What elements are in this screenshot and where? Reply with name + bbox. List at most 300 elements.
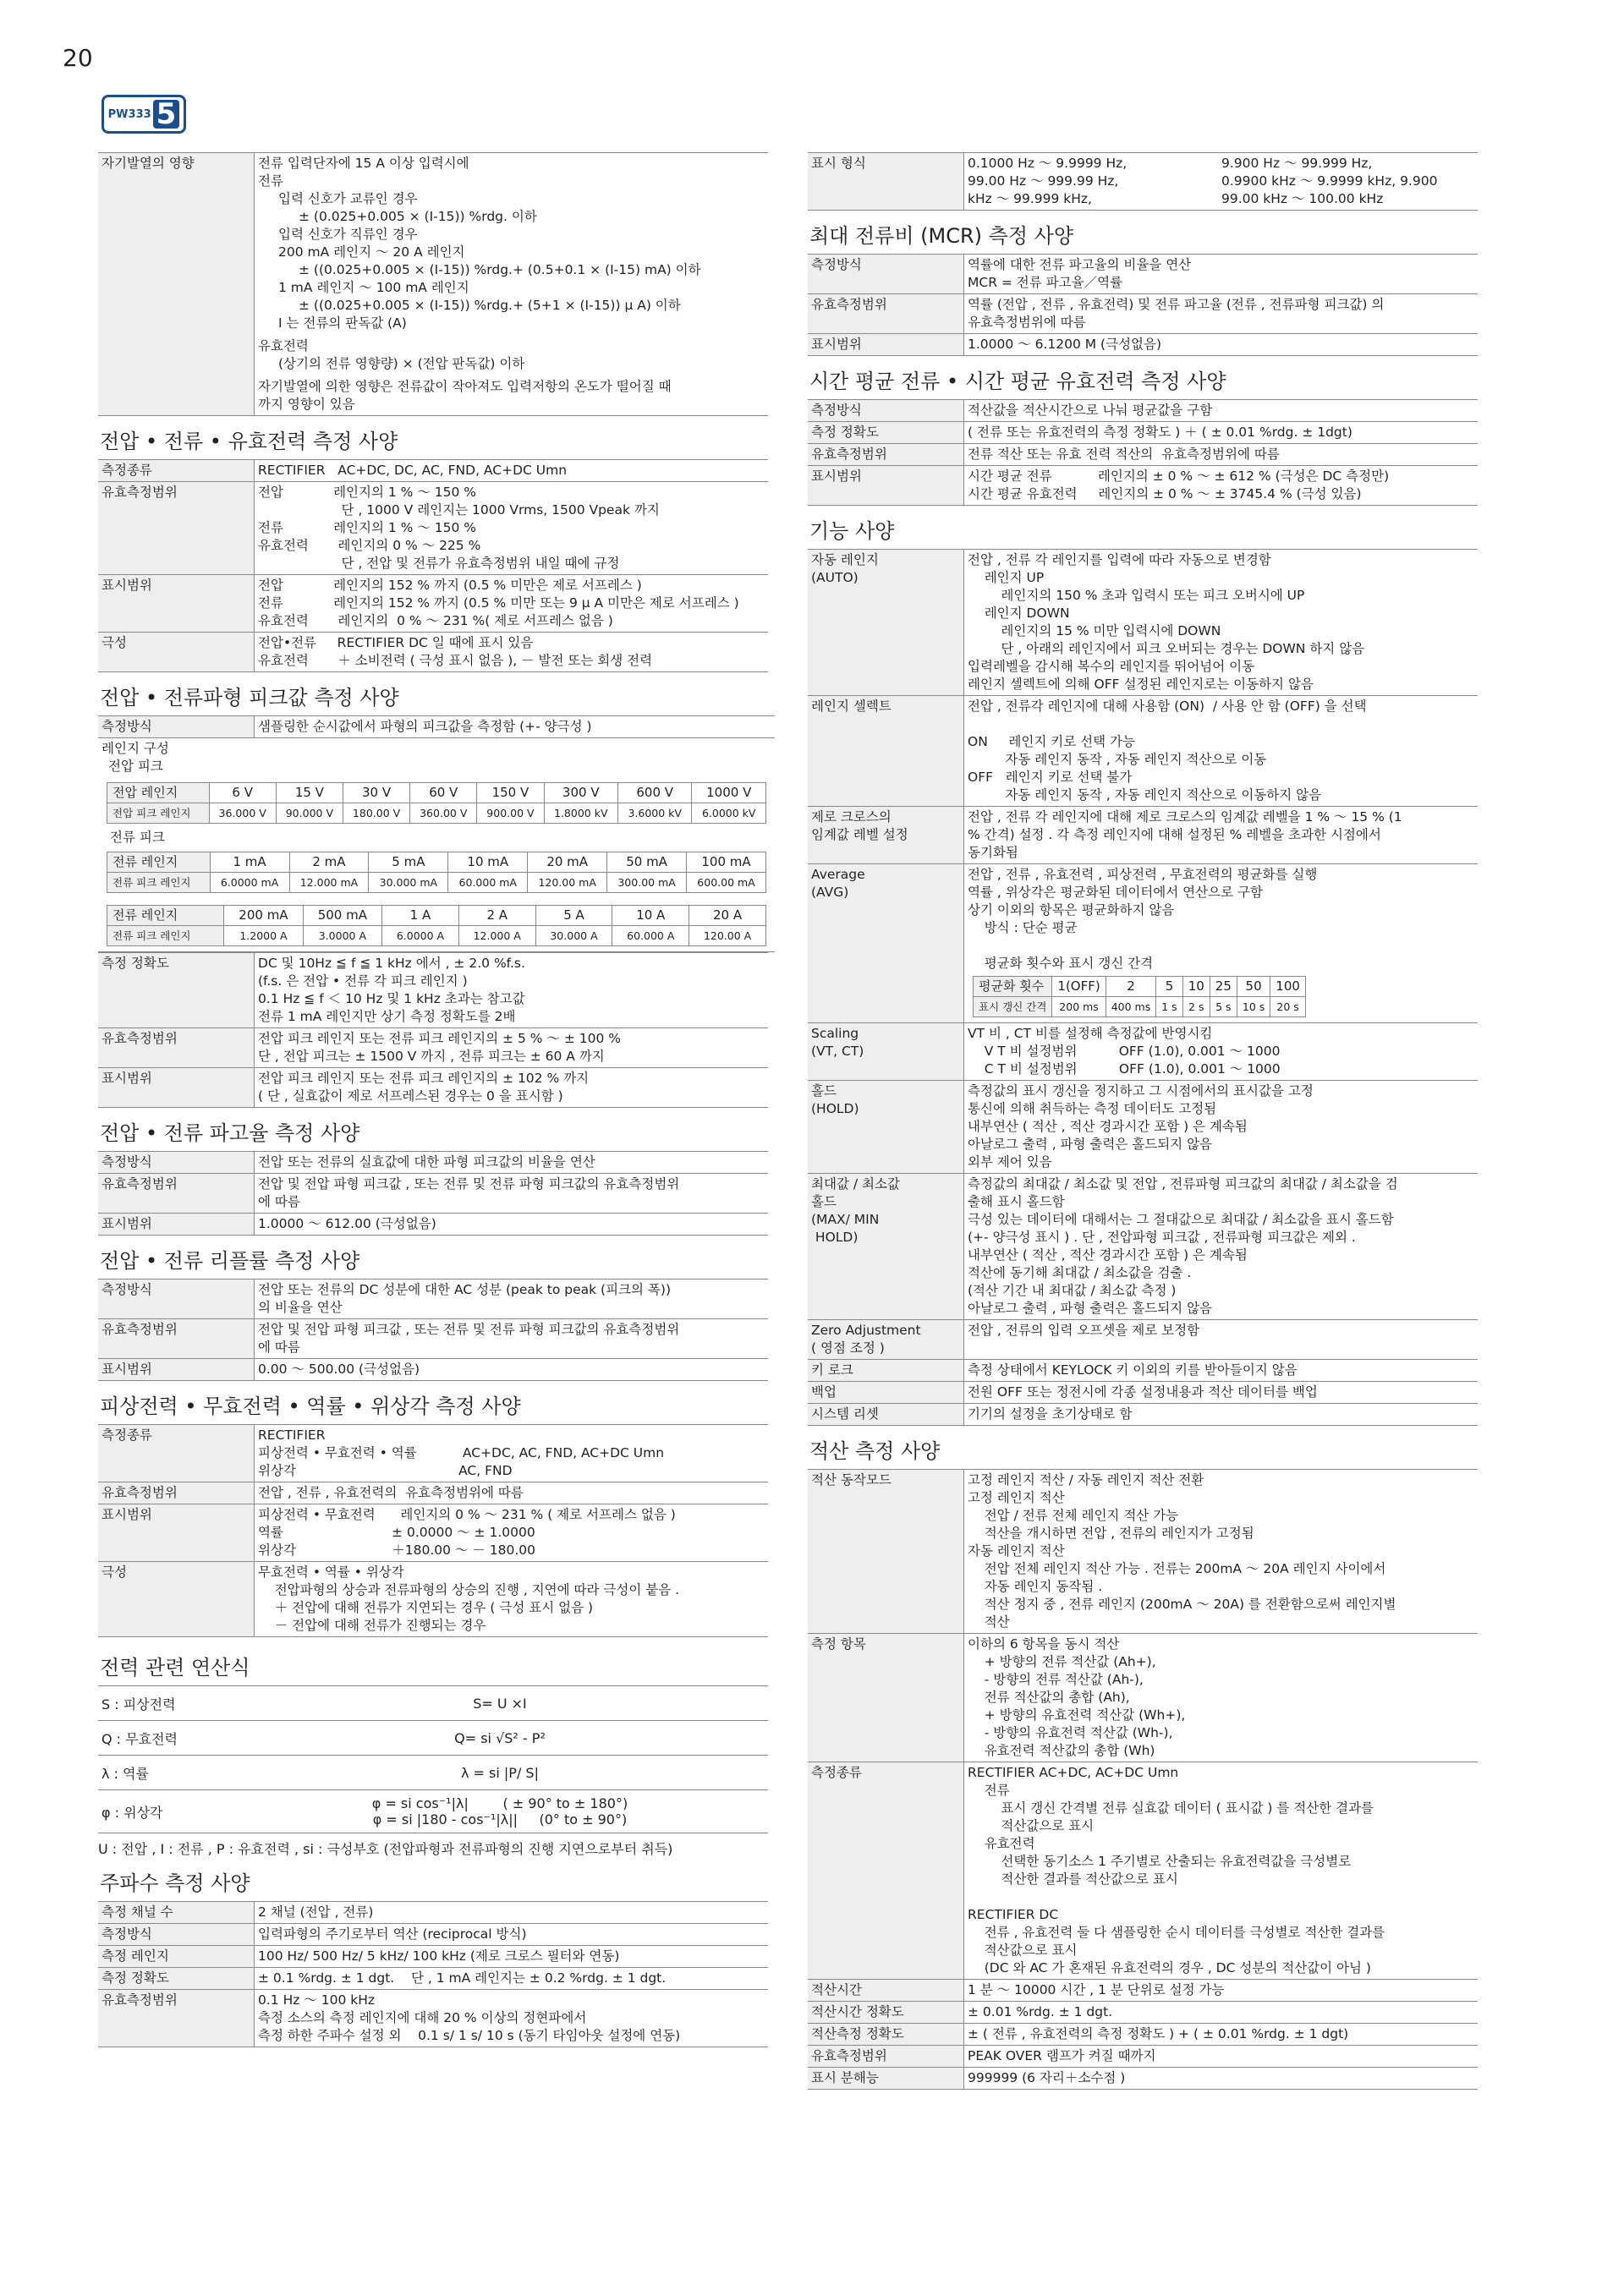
spec-line: (DC 와 AC 가 혼재된 유효전력의 경우 , DC 성분의 적산값이 아님 ) <box>968 1960 1371 1975</box>
spec-key: 측정 정확도 <box>808 422 964 444</box>
display-format-line: 99.00 Hz ～ 999.99 Hz, <box>968 173 1119 189</box>
spec-row <box>98 482 768 575</box>
row-header: 전압 레인지 <box>107 783 210 803</box>
formula-symbol: Q : 무효전력 <box>98 1721 232 1756</box>
spec-key: 유효측정범위 <box>98 482 255 575</box>
section-title: 전압 • 전류 파고율 측정 사양 <box>100 1121 360 1145</box>
peak-cell: 360.00 V <box>410 803 477 824</box>
spec-line: 전원 OFF 또는 정전시에 각종 설정내용과 적산 데이터를 백업 <box>968 1384 1318 1400</box>
spec-value <box>964 1762 1479 1980</box>
spec-key: 표시 형식 <box>808 153 964 211</box>
spec-line: 상기 이외의 항목은 평균화하지 않음 <box>968 902 1175 918</box>
spec-line: RECTIFIER AC+DC, AC+DC Umn <box>968 1765 1179 1780</box>
spec-key: 유효측정범위 <box>98 1990 255 2047</box>
spec-key: 측정 정확도 <box>98 953 255 1028</box>
spec-line: 출해 표시 홀드함 <box>968 1194 1065 1209</box>
spec-value <box>255 1562 769 1637</box>
spec-line: 아날로그 출력 , 파형 출력은 홀드되지 않음 <box>968 1137 1213 1152</box>
spec-line: ( 전류 또는 유효전력의 측정 정확도 ) ＋ ( ± 0.01 %rdg. ± 1dgt) <box>968 425 1352 440</box>
section-title: 피상전력 • 무효전력 • 역률 • 위상각 측정 사양 <box>100 1395 521 1418</box>
spec-key: 표시범위 <box>98 1359 255 1381</box>
spec-line: 전압 , 전류 각 레인지에 대해 제로 크로스의 임계값 레벨을 1 % ～ 15 % (1 <box>968 809 1402 825</box>
section-title: 전압 • 전류 리플률 측정 사양 <box>100 1249 360 1273</box>
range-row <box>107 906 766 926</box>
spec-line: 입력 신호가 교류인 경우 <box>278 191 418 206</box>
range-cell: 50 <box>1237 977 1270 997</box>
spec-line: 1.0000 ～ 612.00 (극성없음) <box>258 1216 436 1231</box>
formula-table <box>98 1685 768 1833</box>
spec-line: 까지 영향이 있음 <box>258 397 355 412</box>
spec-line: 이하의 6 항목을 동시 적산 <box>968 1636 1120 1652</box>
spec-key: 제로 크로스의 임계값 레벨 설정 <box>808 807 964 864</box>
row-header: 전류 레인지 <box>107 906 224 926</box>
spec-key: Average (AVG) <box>808 864 964 1023</box>
spec-line: 적산한 결과를 적산값으로 표시 <box>968 1871 1178 1887</box>
formula-symbol: λ : 역률 <box>98 1756 232 1790</box>
spec-key: 유효측정범위 <box>98 1319 255 1359</box>
spec-line: 유효측정범위에 따름 <box>968 315 1086 330</box>
range-config-label: 레인지 구성 <box>102 741 169 756</box>
spec-line: 전압 , 전류 , 유효전력의 유효측정범위에 따름 <box>258 1485 524 1500</box>
spec-row <box>808 153 1478 211</box>
spec-line: 전압 피크 레인지 또는 전류 피크 레인지의 ± 5 % ～ ± 100 % <box>258 1031 621 1046</box>
model-badge <box>102 95 186 134</box>
spec-line: 전류 1 mA 레인지만 상기 측정 정확도를 2배 <box>258 1009 516 1024</box>
spec-row <box>98 1359 768 1381</box>
spec-key: 표시범위 <box>808 334 964 356</box>
spec-line: 자동 레인지 동작 , 자동 레인지 적산으로 이동 <box>968 752 1267 767</box>
spec-line: 전압 , 전류 각 레인지를 입력에 따라 자동으로 변경함 <box>968 552 1271 567</box>
peak-cell: 6.0000 A <box>382 926 459 946</box>
spec-line: 전압 및 전압 파형 피크값 , 또는 전류 및 전류 파형 피크값의 유효측정범위 <box>258 1176 680 1192</box>
range-cell: 60 V <box>410 783 477 803</box>
spec-line: 레인지의 150 % 초과 입력시 또는 피크 오버시에 UP <box>968 588 1305 603</box>
range-cell: 20 mA <box>528 852 607 873</box>
spec-value <box>964 444 1479 466</box>
spec-line: 통신에 의해 취득하는 측정 데이터도 고정됨 <box>968 1101 1217 1116</box>
range-cell: 30 V <box>343 783 409 803</box>
spec-table <box>808 549 1478 1426</box>
spec-row <box>808 1470 1478 1634</box>
spec-key: 적산 동작모드 <box>808 1470 964 1634</box>
peak-cell: 3.6000 kV <box>618 803 692 824</box>
peak-cell: 2 s <box>1182 997 1210 1017</box>
spec-value <box>964 807 1479 864</box>
peak-cell: 30.000 mA <box>369 873 448 893</box>
range-cell: 6 V <box>209 783 276 803</box>
spec-row <box>808 807 1478 864</box>
spec-line: 기기의 설정을 초기상태로 함 <box>968 1406 1133 1422</box>
spec-line: 전류 레인지의 152 % 까지 (0.5 % 미만 또는 9 μ A 미만은 제로 서프레스 ) <box>258 595 739 611</box>
voltage-peak-table <box>107 782 766 824</box>
spec-line: 동기화됨 <box>968 845 1018 860</box>
range-cell: 150 V <box>477 783 544 803</box>
spec-line: 200 mA 레인지 ～ 20 A 레인지 <box>278 244 465 260</box>
range-cell: 100 <box>1270 977 1306 997</box>
peak-row <box>974 997 1306 1017</box>
spec-line: 평균화 횟수와 표시 갱신 간격 <box>968 956 1154 971</box>
spec-row <box>808 550 1478 696</box>
spec-line: ＋ 전압에 대해 전류가 지연되는 경우 ( 극성 표시 없음 ) <box>258 1600 594 1615</box>
spec-line: MCR = 전류 파고율／역률 <box>968 275 1123 290</box>
formula-symbol: φ : 위상각 <box>98 1790 232 1833</box>
peak-cell: 10 s <box>1237 997 1270 1017</box>
spec-row <box>98 1482 768 1504</box>
current-peak-table-1 <box>107 852 766 893</box>
spec-key: 표시범위 <box>98 575 255 633</box>
display-format-line: 0.9900 kHz ～ 9.9999 kHz, 9.900 <box>1221 173 1438 189</box>
formula-row <box>98 1790 768 1833</box>
spec-row <box>98 1990 768 2047</box>
spec-key: 적산시간 정확도 <box>808 2002 964 2024</box>
spec-line: + 방향의 전류 적산값 (Ah+), <box>968 1654 1156 1669</box>
spec-value <box>964 2002 1479 2024</box>
spec-line: DC 및 10Hz ≦ f ≦ 1 kHz 에서 , ± 2.0 %f.s. <box>258 956 525 971</box>
peak-cell: 300.00 mA <box>607 873 687 893</box>
spec-key: Scaling (VT, CT) <box>808 1023 964 1081</box>
peak-cell: 6.0000 kV <box>692 803 766 824</box>
range-cell: 5 A <box>535 906 612 926</box>
spec-line: 적산에 동기해 최대값 / 최소값을 검출 . <box>968 1265 1192 1280</box>
spec-line: 역률에 대한 전류 파고율의 비율을 연산 <box>968 257 1192 272</box>
spec-line: 역률 ± 0.0000 ～ ± 1.0000 <box>258 1525 535 1540</box>
spec-line: 전압 및 전압 파형 피크값 , 또는 전류 및 전류 파형 피크값의 유효측정범위 <box>258 1322 680 1337</box>
spec-line: 표시 갱신 간격별 전류 실효값 데이터 ( 표시값 ) 를 적산한 결과를 <box>968 1800 1374 1816</box>
spec-key: 측정 채널 수 <box>98 1902 255 1924</box>
range-config <box>98 738 775 952</box>
spec-value <box>255 482 769 575</box>
range-cell: 1 A <box>382 906 459 926</box>
range-cell: 10 A <box>612 906 689 926</box>
peak-cell: 180.00 V <box>343 803 409 824</box>
spec-line: 전압 전체 레인지 적산 가능 . 전류는 200mA ～ 20A 레인지 사이에서 <box>968 1561 1386 1576</box>
row-header: 전류 피크 레인지 <box>107 873 211 893</box>
spec-row <box>808 2002 1478 2024</box>
peak-row <box>107 873 766 893</box>
spec-row <box>98 716 775 738</box>
range-row <box>107 852 766 873</box>
peak-cell: 3.0000 A <box>303 926 381 946</box>
spec-row <box>808 334 1478 356</box>
peak-cell: 30.000 A <box>535 926 612 946</box>
spec-row <box>808 255 1478 294</box>
section-title: 전압 • 전류 • 유효전력 측정 사양 <box>100 430 398 453</box>
formula-row <box>98 1686 768 1721</box>
spec-line: 역률 , 위상각은 평균화된 데이터에서 연산으로 구함 <box>968 885 1263 900</box>
spec-key: 측정종류 <box>98 1425 255 1482</box>
spec-line: 전류 <box>258 173 283 189</box>
spec-row <box>98 1280 768 1319</box>
spec-line: 1 분 ～ 10000 시간 , 1 분 단위로 설정 가능 <box>968 1982 1225 1997</box>
section-title: 적산 측정 사양 <box>809 1439 941 1463</box>
spec-table <box>98 1151 768 1236</box>
spec-value <box>964 422 1479 444</box>
peak-cell: 1 s <box>1156 997 1182 1017</box>
spec-line: OFF 레인지 키로 선택 불가 <box>968 770 1133 785</box>
spec-line: 적산값을 적산시간으로 나눠 평균값을 구함 <box>968 403 1213 418</box>
spec-line: 레인지 셀렉트에 의해 OFF 설정된 레인지로는 이동하지 않음 <box>968 677 1314 692</box>
spec-row <box>98 633 768 672</box>
spec-value <box>964 153 1479 211</box>
spec-row <box>808 1174 1478 1320</box>
spec-row <box>808 1382 1478 1404</box>
peak-cell: 5 s <box>1210 997 1237 1017</box>
range-cell: 600 V <box>618 783 692 803</box>
display-format-line: 99.00 kHz ～ 100.00 kHz <box>1221 191 1384 206</box>
spec-line: 전압 레인지의 1 % ～ 150 % <box>258 485 476 500</box>
spec-line: 전압 , 전류 , 유효전력 , 피상전력 , 무효전력의 평균화를 실행 <box>968 867 1318 882</box>
section-title: 전압 • 전류파형 피크값 측정 사양 <box>100 686 399 710</box>
current-peak-table-2 <box>107 905 766 946</box>
spec-line: 100 Hz/ 500 Hz/ 5 kHz/ 100 kHz (제로 크로스 필터와 연동) <box>258 1948 620 1964</box>
spec-line: 위상각 AC, FND <box>258 1463 513 1478</box>
spec-key: Zero Adjustment ( 영점 조정 ) <box>808 1320 964 1360</box>
spec-line: 전압•전류 RECTIFIER DC 일 때에 표시 있음 <box>258 635 534 650</box>
spec-row <box>808 1634 1478 1762</box>
formula: Q= si √S² - P² <box>232 1721 768 1756</box>
spec-value <box>964 334 1479 356</box>
spec-row <box>98 153 768 416</box>
spec-line: 전류 적산값의 총합 (Ah), <box>968 1690 1130 1705</box>
peak-cell: 200 ms <box>1052 997 1106 1017</box>
spec-key: 극성 <box>98 633 255 672</box>
spec-line: 적산 정지 중 , 전류 레인지 (200mA ～ 20A) 를 전환함으로써 레인지별 <box>968 1597 1396 1612</box>
spec-table <box>808 254 1478 356</box>
formula-row <box>98 1721 768 1756</box>
spec-row <box>98 575 768 633</box>
display-format-line: kHz ～ 99.999 kHz, <box>968 191 1092 206</box>
spec-key: 측정방식 <box>98 1152 255 1174</box>
spec-line: % 간격) 설정 . 각 측정 레인지에 대해 설정된 % 레벨을 초과한 시점에서 <box>968 827 1381 842</box>
spec-value <box>255 953 769 1028</box>
spec-value <box>255 633 769 672</box>
formula-row <box>98 1756 768 1790</box>
spec-row <box>98 1924 768 1946</box>
range-cell: 2 A <box>458 906 535 926</box>
spec-line: 전압 또는 전류의 DC 성분에 대한 AC 성분 (peak to peak (피크의 폭)) <box>258 1282 671 1297</box>
spec-line: ± (0.025+0.005 × (I-15)) %rdg. 이하 <box>299 209 537 224</box>
spec-value <box>255 1359 769 1381</box>
spec-row <box>808 1980 1478 2002</box>
spec-key: 키 로크 <box>808 1360 964 1382</box>
range-cell: 25 <box>1210 977 1237 997</box>
spec-line: 999999 (6 자리＋소수점 ) <box>968 2070 1126 2085</box>
peak-cell: 90.000 V <box>276 803 343 824</box>
spec-line: 자기발열에 의한 영향은 전류값이 작아져도 입력저항의 온도가 떨어질 때 <box>258 379 672 394</box>
spec-table <box>808 399 1478 506</box>
spec-row <box>808 1081 1478 1174</box>
range-cell: 2 mA <box>289 852 369 873</box>
spec-line: PEAK OVER 램프가 켜질 때까지 <box>968 2048 1156 2063</box>
spec-key: 홀드 (HOLD) <box>808 1081 964 1174</box>
spec-value <box>964 1470 1479 1634</box>
badge-number: 5 <box>153 100 180 129</box>
spec-key: 최대값 / 최소값 홀드 (MAX/ MIN HOLD) <box>808 1174 964 1320</box>
spec-value <box>964 550 1479 696</box>
spec-table <box>98 1901 768 2047</box>
spec-value <box>255 1902 769 1924</box>
spec-row <box>98 1028 768 1068</box>
range-cell: 20 A <box>689 906 766 926</box>
spec-line: 고정 레인지 적산 <box>968 1490 1065 1505</box>
spec-key: 레인지 셀렉트 <box>808 696 964 807</box>
range-cell: 100 mA <box>687 852 766 873</box>
spec-key: 유효측정범위 <box>808 444 964 466</box>
spec-value <box>255 575 769 633</box>
spec-line: 위상각 ＋180.00 ～ － 180.00 <box>258 1543 535 1558</box>
spec-line: ( 단 , 실효값이 제로 서프레스된 경우는 0 을 표시함 ) <box>258 1088 563 1104</box>
spec-line: 레인지 UP <box>968 570 1045 585</box>
spec-value <box>255 1174 769 1214</box>
spec-row <box>808 696 1478 807</box>
spec-value <box>964 466 1479 506</box>
display-format-col-a <box>968 155 1221 208</box>
peak-cell: 900.00 V <box>477 803 544 824</box>
spec-line: 전압 레인지의 152 % 까지 (0.5 % 미만은 제로 서프레스 ) <box>258 578 642 593</box>
spec-line: RECTIFIER DC <box>968 1907 1059 1922</box>
spec-line: 입력 신호가 직류인 경우 <box>278 227 418 242</box>
spec-line: ± ((0.025+0.005 × (I-15)) %rdg.+ (0.5+0.1 × (I-15) mA) 이하 <box>299 262 701 277</box>
spec-table <box>98 1424 768 1637</box>
spec-line: 시간 평균 전류 레인지의 ± 0 % ～ ± 612 % (극성은 DC 측정만) <box>968 469 1390 484</box>
section-title: 최대 전류비 (MCR) 측정 사양 <box>809 224 1074 248</box>
spec-line: ± 0.1 %rdg. ± 1 dgt. 단 , 1 mA 레인지는 ± 0.2 %rdg. ± 1 dgt. <box>258 1970 667 1986</box>
spec-key: 측정 레인지 <box>98 1946 255 1968</box>
spec-value <box>964 864 1479 1023</box>
spec-value <box>255 1425 769 1482</box>
spec-line: 유효전력 <box>258 338 309 353</box>
spec-line: 전류 적산 또는 유효 전력 적산의 유효측정범위에 따름 <box>968 447 1280 462</box>
spec-line: 유효전력 ＋ 소비전력 ( 극성 표시 없음 ), － 발전 또는 회생 전력 <box>258 653 653 668</box>
spec-line: 측정값의 표시 갱신을 정지하고 그 시점에서의 표시값을 고정 <box>968 1083 1314 1099</box>
range-cell: 300 V <box>544 783 617 803</box>
peak-cell: 20 s <box>1270 997 1306 1017</box>
spec-line: 역률 (전압 , 전류 , 유효전력) 및 전류 파고율 (전류 , 전류파형 피크값) 의 <box>968 297 1385 312</box>
spec-line: 단 , 전압 및 전류가 유효측정범위 내일 때에 규정 <box>258 556 620 571</box>
spec-line: 자동 레인지 동작됨 . <box>968 1579 1103 1594</box>
section-title: 전력 관련 연산식 <box>100 1656 250 1680</box>
spec-row <box>808 864 1478 1023</box>
spec-line: 레인지의 15 % 미만 입력시에 DOWN <box>968 623 1221 638</box>
spec-table <box>98 459 768 672</box>
spec-row <box>808 2046 1478 2068</box>
spec-line: + 방향의 유효전력 적산값 (Wh+), <box>968 1707 1186 1723</box>
spec-value <box>255 1990 769 2047</box>
peak-cell: 60.000 A <box>612 926 689 946</box>
peak-cell: 12.000 mA <box>289 873 369 893</box>
spec-row <box>98 1214 768 1236</box>
spec-row <box>98 460 768 482</box>
spec-line: ± 0.01 %rdg. ± 1 dgt. <box>968 2004 1113 2019</box>
spec-key: 측정방식 <box>98 1280 255 1319</box>
spec-line: 적산을 개시하면 전압 , 전류의 레인지가 고정됨 <box>968 1526 1254 1541</box>
spec-line: 선택한 동기소스 1 주기별로 산출되는 유효전력값을 극성별로 <box>968 1854 1352 1869</box>
spec-key: 측정방식 <box>808 400 964 422</box>
spec-value <box>964 1360 1479 1382</box>
spec-row <box>98 1902 768 1924</box>
spec-line: I 는 전류의 판독값 (A) <box>278 315 407 331</box>
spec-key: 측정방식 <box>98 1924 255 1946</box>
spec-row <box>98 738 775 952</box>
spec-value: 샘플링한 순시값에서 파형의 피크값을 측정함 (+- 양극성 ) <box>255 716 776 738</box>
formula: S= U ×I <box>232 1686 768 1721</box>
spec-line: 전류 레인지의 1 % ～ 150 % <box>258 520 476 535</box>
spec-value <box>255 1946 769 1968</box>
spec-line: 의 비율을 연산 <box>258 1300 343 1315</box>
spec-line <box>968 1888 1474 1906</box>
spec-line: 유효전력 레인지의 0 % ～ 225 % <box>258 538 481 553</box>
spec-row <box>808 294 1478 334</box>
spec-line: V T 비 설정범위 OFF (1.0), 0.001 ～ 1000 <box>968 1044 1281 1059</box>
spec-line: (상기의 전류 영향량) × (전압 판독값) 이하 <box>278 356 525 371</box>
range-cell: 10 <box>1182 977 1210 997</box>
spec-line: 전류 , 유효전력 둘 다 샘플링한 순시 데이터를 극성별로 적산한 결과를 <box>968 1925 1385 1940</box>
row-header: 전류 레인지 <box>107 852 211 873</box>
spec-value <box>255 1319 769 1359</box>
spec-line: 전압 피크 레인지 또는 전류 피크 레인지의 ± 102 % 까지 <box>258 1071 590 1086</box>
peak-cell: 1.2000 A <box>224 926 303 946</box>
spec-line: 유효전력 적산값의 총합 (Wh) <box>968 1743 1155 1758</box>
range-cell: 1 mA <box>210 852 289 873</box>
spec-key: 측정종류 <box>98 460 255 482</box>
spec-line: 내부연산 ( 적산 , 적산 경과시간 포함 ) 은 계속됨 <box>968 1119 1248 1134</box>
spec-row <box>98 1504 768 1562</box>
spec-value <box>964 1023 1479 1081</box>
spec-key: 표시 분해능 <box>808 2068 964 2090</box>
spec-row <box>808 1320 1478 1360</box>
self-heating-table <box>98 152 768 416</box>
spec-line: 전압 , 전류의 입력 오프셋을 제로 보정함 <box>968 1323 1200 1338</box>
display-format-col-b <box>1221 155 1437 208</box>
section-title: 시간 평균 전류 • 시간 평균 유효전력 측정 사양 <box>809 370 1226 393</box>
spec-key: 표시범위 <box>98 1504 255 1562</box>
spec-row <box>808 2024 1478 2046</box>
spec-value <box>964 696 1479 807</box>
spec-line: VT 비 , CT 비를 설정해 측정값에 반영시킴 <box>968 1026 1213 1041</box>
spec-value <box>255 1482 769 1504</box>
spec-line: RECTIFIER <box>258 1427 326 1443</box>
row-header: 표시 갱신 간격 <box>974 997 1052 1017</box>
spec-value <box>964 1382 1479 1404</box>
spec-line: 자동 레인지 적산 <box>968 1543 1065 1559</box>
spec-line: 외부 제어 있음 <box>968 1154 1052 1170</box>
spec-line: ON 레인지 키로 선택 가능 <box>968 734 1135 749</box>
spec-row <box>808 1023 1478 1081</box>
spec-row <box>98 1562 768 1637</box>
peak-row <box>107 803 766 824</box>
spec-line: RECTIFIER AC+DC, DC, AC, FND, AC+DC Umn <box>258 463 568 478</box>
spec-line: 2 채널 (전압 , 전류) <box>258 1904 374 1920</box>
spec-row <box>98 1174 768 1214</box>
spec-row <box>98 1946 768 1968</box>
spec-line: 1 mA 레인지 ～ 100 mA 레인지 <box>278 280 469 295</box>
spec-row <box>98 1068 768 1108</box>
spec-row <box>98 1319 768 1359</box>
spec-value <box>964 2068 1479 2090</box>
spec-value <box>964 400 1479 422</box>
spec-value <box>964 2046 1479 2068</box>
spec-line <box>968 937 1474 955</box>
spec-line: 적산 <box>968 1614 1010 1630</box>
spec-line: 고정 레인지 적산 / 자동 레인지 적산 전환 <box>968 1472 1204 1488</box>
spec-line: 단 , 아래의 레인지에서 피크 오버되는 경우는 DOWN 하지 않음 <box>968 641 1365 656</box>
spec-row <box>808 1360 1478 1382</box>
spec-line: 피상전력 • 무효전력 • 역률 AC+DC, AC, FND, AC+DC Umn <box>258 1445 665 1460</box>
spec-row <box>98 1968 768 1990</box>
range-cell: 15 V <box>276 783 343 803</box>
spec-row <box>808 422 1478 444</box>
spec-line: - 방향의 전류 적산값 (Ah-), <box>968 1672 1144 1687</box>
